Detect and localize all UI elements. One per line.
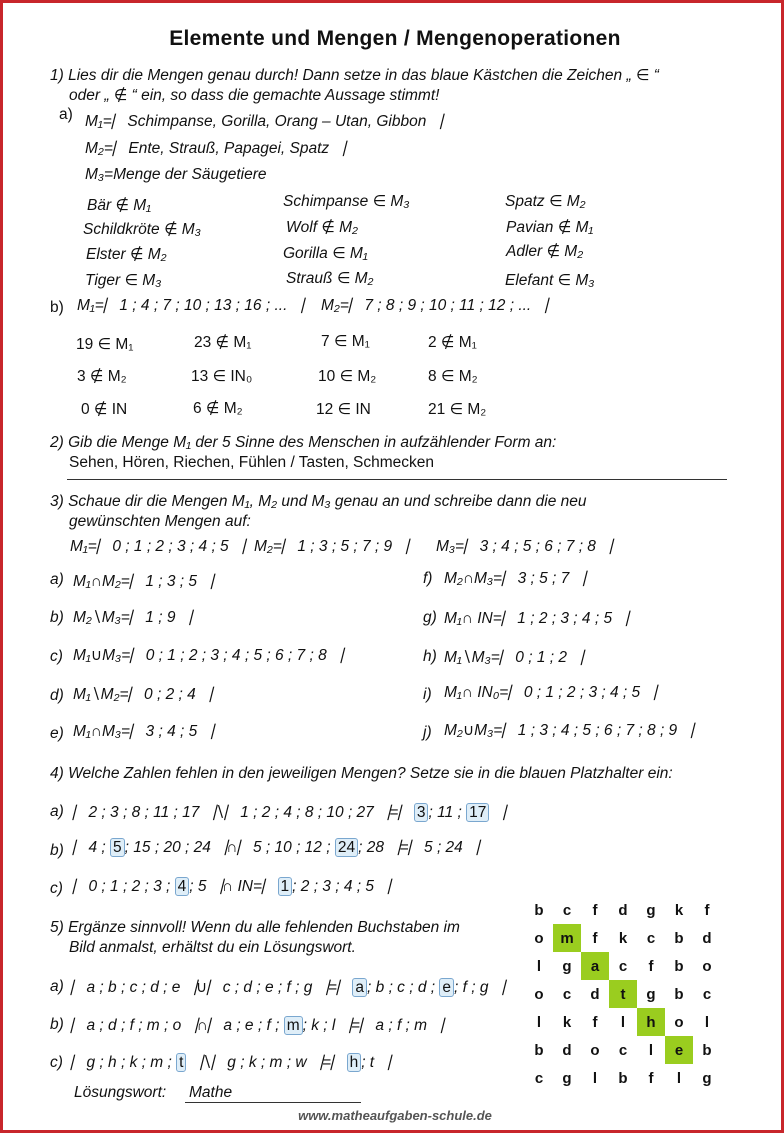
- q3-set-m2: M₂=⎸1 ; 3 ; 5 ; 7 ; 9⎹: [254, 538, 408, 555]
- placeholder-box[interactable]: t: [176, 1053, 186, 1072]
- letter-grid-cell[interactable]: b: [534, 901, 544, 919]
- letter-grid-cell[interactable]: c: [562, 985, 572, 1003]
- q5-c-label: c): [50, 1054, 63, 1071]
- letter-grid-cell[interactable]: c: [618, 957, 628, 975]
- q5-a-label: a): [50, 978, 64, 995]
- letter-grid-cell[interactable]: e: [665, 1036, 693, 1064]
- letter-grid-cell[interactable]: l: [536, 1013, 542, 1031]
- q1-set-m2: M₂=⎸Ente, Strauß, Papagei, Spatz⎹: [85, 140, 345, 157]
- q2-answer: Sehen, Hören, Riechen, Fühlen / Tasten, Schmecken: [69, 454, 435, 471]
- placeholder-box[interactable]: 5: [110, 838, 125, 857]
- q1-b-set-m2: M₂=⎸7 ; 8 ; 9 ; 10 ; 11 ; 12 ; ...⎹: [321, 297, 547, 314]
- letter-grid-row: [525, 1064, 721, 1092]
- letter-grid-cell[interactable]: o: [702, 957, 712, 975]
- q3-d-expression: M₁∖M₂=⎸0 ; 2 ; 4⎹: [73, 686, 212, 703]
- q3-f-expression: M₂∩M₃=⎸3 ; 5 ; 7⎹: [444, 570, 585, 587]
- letter-grid-cell[interactable]: f: [648, 1069, 654, 1087]
- q5-instruction-line1: 5) Ergänze sinnvoll! Wenn du alle fehlenden Buchstaben im: [50, 919, 460, 936]
- q4-b-label: b): [50, 842, 64, 859]
- placeholder-box[interactable]: m: [284, 1016, 303, 1035]
- q1-b-statement: 3 ∉ M₂: [77, 368, 127, 385]
- letter-grid-cell[interactable]: a: [581, 952, 609, 980]
- q1-a-statement: Gorilla ∈ M₁: [283, 245, 368, 262]
- letter-grid-cell[interactable]: m: [553, 924, 581, 952]
- letter-grid-cell[interactable]: c: [646, 929, 656, 947]
- placeholder-box[interactable]: 3: [414, 803, 429, 822]
- q1-b-statement: 10 ∈ M₂: [318, 368, 377, 385]
- q5-b-expression: ⎸a ; d ; f ; m ; o⎹∩⎸a ; e ; f ; m ; k ; l⎹=⎸a ; f ; m⎹: [71, 1017, 443, 1034]
- q3-c-expression: M₁∪M₃=⎸0 ; 1 ; 2 ; 3 ; 4 ; 5 ; 6 ; 7 ; 8⎹: [73, 647, 343, 664]
- q1-a-statement: Spatz ∈ M₂: [505, 193, 586, 210]
- letter-grid-cell[interactable]: f: [592, 1013, 598, 1031]
- q3-g-expression: M₁∩ IN=⎸1 ; 2 ; 3 ; 4 ; 5⎹: [444, 610, 628, 627]
- placeholder-box[interactable]: h: [347, 1053, 362, 1072]
- q3-a-expression: M₁∩M₂=⎸1 ; 3 ; 5⎹: [73, 573, 213, 590]
- q1-set-m3: M₃=Menge der Säugetiere: [85, 166, 267, 183]
- letter-grid-cell[interactable]: c: [562, 901, 572, 919]
- q1-a-statement: Bär ∉ M₁: [87, 197, 152, 214]
- q1-instruction-line1: 1) Lies dir die Mengen genau durch! Dann setze in das blaue Kästchen die Zeichen „ ∈ “: [50, 67, 659, 84]
- letter-grid-cell[interactable]: g: [562, 957, 572, 975]
- q3-set-m1: M₁=⎸0 ; 1 ; 2 ; 3 ; 4 ; 5⎹: [70, 538, 245, 555]
- q1-b-statement: 12 ∈ IN: [316, 401, 371, 418]
- letter-grid-cell[interactable]: f: [648, 957, 654, 975]
- letter-grid-row: [525, 1036, 721, 1064]
- letter-grid-row: [525, 924, 721, 952]
- letter-grid-cell[interactable]: l: [704, 1013, 710, 1031]
- q4-c-expression: ⎸0 ; 1 ; 2 ; 3 ; 4 ; 5⎹∩ IN=⎸ 1 ; 2 ; 3 ; 4 ; 5⎹: [73, 878, 390, 895]
- q3-d-label: d): [50, 687, 64, 704]
- q3-j-expression: M₂∪M₃=⎸1 ; 3 ; 4 ; 5 ; 6 ; 7 ; 8 ; 9⎹: [444, 722, 693, 739]
- q1-b-statement: 0 ∉ IN: [81, 401, 128, 418]
- q1-instruction-line2: oder „ ∉ “ ein, so dass die gemachte Aussage stimmt!: [69, 87, 440, 104]
- q1-b-statement: 7 ∈ M₁: [321, 333, 370, 350]
- q5-a-expression: ⎸a ; b ; c ; d ; e⎹∪⎸c ; d ; e ; f ; g⎹=⎸ a ; b ; c ; d ; e ; f ; g⎹: [71, 979, 504, 996]
- q3-h-label: h): [423, 648, 437, 665]
- page-title: Elemente und Mengen / Mengenoperationen: [169, 27, 621, 50]
- solution-word-label: Lösungswort:: [74, 1084, 167, 1101]
- solution-word-answer: Mathe: [189, 1084, 233, 1101]
- q3-f-label: f): [423, 570, 433, 587]
- q3-g-label: g): [423, 609, 437, 626]
- q3-c-label: c): [50, 648, 63, 665]
- q1-b-set-m1: M₁=⎸1 ; 4 ; 7 ; 10 ; 13 ; 16 ; ...⎹: [77, 297, 303, 314]
- letter-grid-cell[interactable]: g: [562, 1069, 572, 1087]
- q1-b-statement: 21 ∈ M₂: [428, 401, 487, 418]
- placeholder-box[interactable]: 24: [335, 838, 358, 857]
- q1-a-statement: Pavian ∉ M₁: [506, 219, 594, 236]
- q1-a-label: a): [59, 106, 73, 123]
- letter-grid-cell[interactable]: l: [676, 1069, 682, 1087]
- letter-grid-cell[interactable]: l: [536, 957, 542, 975]
- letter-grid-cell[interactable]: l: [648, 1041, 654, 1059]
- q1-b-statement: 13 ∈ IN₀: [191, 368, 253, 385]
- letter-grid-cell[interactable]: k: [618, 929, 628, 947]
- letter-grid-cell[interactable]: o: [534, 929, 544, 947]
- q2-answer-line: [67, 479, 727, 480]
- q1-a-statement: Adler ∉ M₂: [506, 243, 584, 260]
- letter-grid-cell[interactable]: c: [618, 1041, 628, 1059]
- letter-grid: [525, 896, 721, 1092]
- letter-grid-cell[interactable]: k: [674, 901, 684, 919]
- q3-e-expression: M₁∩M₃=⎸3 ; 4 ; 5⎹: [73, 723, 213, 740]
- letter-grid-cell[interactable]: b: [674, 929, 684, 947]
- letter-grid-cell[interactable]: b: [534, 1041, 544, 1059]
- q4-b-expression: ⎸4 ; 5 ; 15 ; 20 ; 24⎹∩⎸5 ; 10 ; 12 ; 24 ; 28⎹=⎸5 ; 24⎹: [73, 839, 479, 856]
- letter-grid-cell[interactable]: c: [702, 985, 712, 1003]
- q3-a-label: a): [50, 571, 64, 588]
- letter-grid-cell[interactable]: d: [702, 929, 712, 947]
- letter-grid-row: [525, 980, 721, 1008]
- letter-grid-cell[interactable]: l: [592, 1069, 598, 1087]
- placeholder-box[interactable]: 1: [278, 877, 293, 896]
- q1-a-statement: Tiger ∈ M₃: [85, 272, 162, 289]
- letter-grid-cell[interactable]: o: [534, 985, 544, 1003]
- q1-b-label: b): [50, 299, 64, 316]
- q3-i-label: i): [423, 686, 432, 703]
- q5-b-label: b): [50, 1016, 64, 1033]
- q1-set-m1: M₁=⎸Schimpanse, Gorilla, Orang – Utan, Gibbon⎹: [85, 113, 442, 130]
- letter-grid-row: [525, 1008, 721, 1036]
- placeholder-box[interactable]: a: [352, 978, 367, 997]
- letter-grid-cell[interactable]: d: [562, 1041, 572, 1059]
- placeholder-box[interactable]: 17: [466, 803, 489, 822]
- letter-grid-cell[interactable]: b: [702, 1041, 712, 1059]
- q1-a-statement: Elster ∉ M₂: [86, 246, 167, 263]
- q3-instruction-line1: 3) Schaue dir die Mengen M₁, M₂ und M₃ genau an und schreibe dann die neu: [50, 493, 587, 510]
- q5-c-expression: ⎸g ; h ; k ; m ; t ⎹∖⎸g ; k ; m ; w⎹=⎸ h ; t⎹: [71, 1054, 390, 1071]
- q4-a-label: a): [50, 803, 64, 820]
- placeholder-box[interactable]: e: [439, 978, 454, 997]
- q3-j-label: j): [423, 724, 432, 741]
- q1-a-statement: Wolf ∉ M₂: [286, 219, 358, 236]
- q1-a-statement: Strauß ∈ M₂: [286, 270, 374, 287]
- q1-b-statement: 2 ∉ M₁: [428, 334, 477, 351]
- letter-grid-row: [525, 896, 721, 924]
- q3-b-expression: M₂∖M₃=⎸1 ; 9⎹: [73, 609, 191, 626]
- q1-b-statement: 8 ∈ M₂: [428, 368, 478, 385]
- q3-set-m3: M₃=⎸3 ; 4 ; 5 ; 6 ; 7 ; 8⎹: [436, 538, 612, 555]
- q4-instruction: 4) Welche Zahlen fehlen in den jeweiligen Mengen? Setze sie in die blauen Platzhalter ein:: [50, 765, 673, 782]
- letter-grid-cell[interactable]: h: [637, 1008, 665, 1036]
- letter-grid-cell[interactable]: g: [702, 1069, 712, 1087]
- q3-i-expression: M₁∩ IN₀=⎸0 ; 1 ; 2 ; 3 ; 4 ; 5⎹: [444, 684, 656, 701]
- letter-grid-cell[interactable]: d: [590, 985, 600, 1003]
- letter-grid-cell[interactable]: f: [592, 929, 598, 947]
- letter-grid-cell[interactable]: b: [674, 957, 684, 975]
- letter-grid-cell[interactable]: k: [562, 1013, 572, 1031]
- letter-grid-cell[interactable]: g: [646, 985, 656, 1003]
- letter-grid-cell[interactable]: f: [592, 901, 598, 919]
- letter-grid-cell[interactable]: b: [674, 985, 684, 1003]
- q4-a-expression: ⎸2 ; 3 ; 8 ; 11 ; 17⎹∖⎸1 ; 2 ; 4 ; 8 ; 10 ; 27⎹=⎸ 3 ; 11 ; 17 ⎹: [73, 804, 505, 821]
- letter-grid-cell[interactable]: l: [620, 1013, 626, 1031]
- q1-b-statement: 23 ∉ M₁: [194, 334, 252, 351]
- q2-instruction: 2) Gib die Menge M₁ der 5 Sinne des Menschen in aufzählender Form an:: [50, 434, 557, 451]
- q1-b-statement: 6 ∉ M₂: [193, 400, 243, 417]
- letter-grid-cell[interactable]: g: [646, 901, 656, 919]
- q3-b-label: b): [50, 609, 64, 626]
- letter-grid-cell[interactable]: o: [674, 1013, 684, 1031]
- footer-url: www.matheaufgaben-schule.de: [298, 1108, 492, 1123]
- q1-a-statement: Schimpanse ∈ M₃: [283, 193, 410, 210]
- q1-a-statement: Schildkröte ∉ M₃: [83, 221, 201, 238]
- q5-instruction-line2: Bild anmalst, erhältst du ein Lösungswort.: [69, 939, 356, 956]
- q4-c-label: c): [50, 880, 63, 897]
- q3-instruction-line2: gewünschten Mengen auf:: [69, 513, 251, 530]
- letter-grid-cell[interactable]: c: [534, 1069, 544, 1087]
- placeholder-box[interactable]: 4: [175, 877, 190, 896]
- q1-a-statement: Elefant ∈ M₃: [505, 272, 595, 289]
- letter-grid-cell[interactable]: d: [618, 901, 628, 919]
- q3-e-label: e): [50, 725, 64, 742]
- solution-word-line: [185, 1102, 361, 1103]
- letter-grid-cell[interactable]: b: [618, 1069, 628, 1087]
- q1-b-statement: 19 ∈ M₁: [76, 336, 134, 353]
- letter-grid-cell[interactable]: t: [609, 980, 637, 1008]
- letter-grid-cell[interactable]: o: [590, 1041, 600, 1059]
- letter-grid-row: [525, 952, 721, 980]
- letter-grid-cell[interactable]: f: [704, 901, 710, 919]
- q3-h-expression: M₁∖M₃=⎸0 ; 1 ; 2⎹: [444, 649, 583, 666]
